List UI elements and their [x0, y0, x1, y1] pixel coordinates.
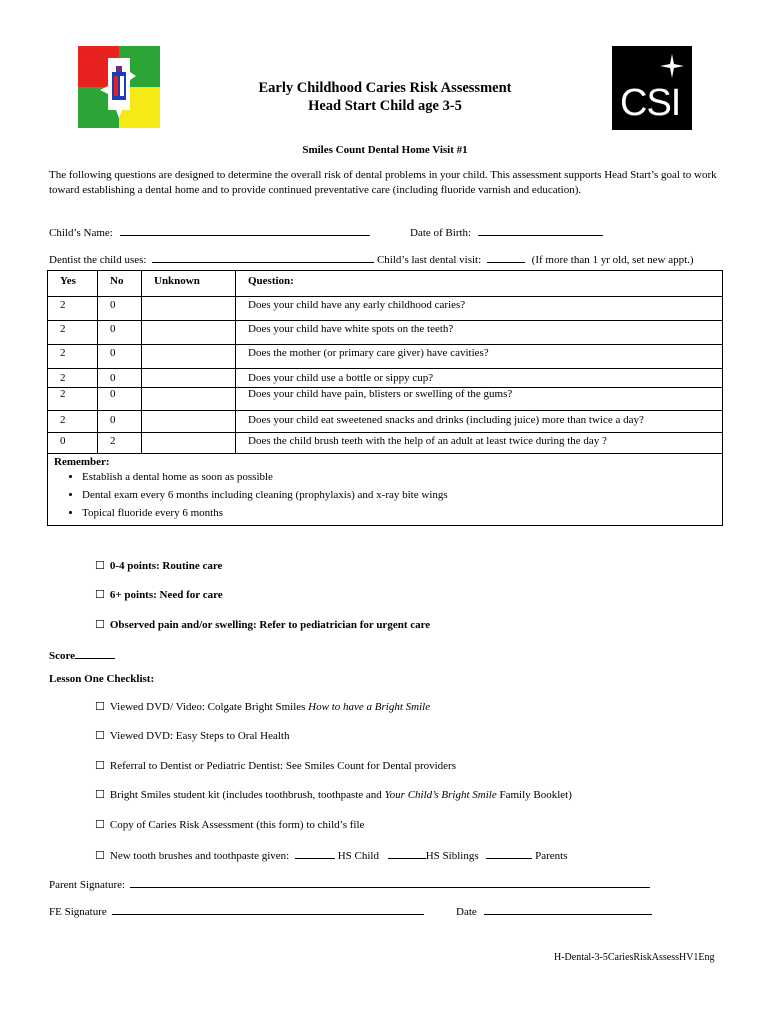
table-row	[48, 297, 723, 321]
row-yes[interactable]: 2	[48, 411, 98, 433]
last-visit-note: (If more than 1 yr old, set new appt.)	[531, 254, 694, 266]
dentist-label: Dentist the child uses:	[49, 254, 147, 266]
header-question: Question:	[236, 271, 723, 297]
checklist-item-dvd-colgate[interactable]	[95, 700, 430, 713]
intro-paragraph: The following questions are designed to determine the overall risk of dental problems in your child. This assessment supports Head Start’s goal to work toward establishing a dental home and to provide continued preventative care (including fluoride varnish and education).	[49, 169, 717, 196]
score-label: Score	[49, 650, 76, 662]
table-row	[48, 321, 723, 345]
visit-label: Smiles Count Dental Home Visit #1	[302, 144, 468, 156]
checkbox-icon[interactable]: ☐	[95, 559, 105, 572]
checklist-label: Copy of Caries Risk Assessment (this form) to child’s file	[109, 819, 365, 831]
list-item: • Establish a dental home as soon as possible	[82, 468, 722, 486]
row-yes[interactable]: 2	[48, 388, 98, 411]
row-question: Does your child use a bottle or sippy cup?	[236, 369, 723, 388]
list-item: • Dental exam every 6 months including cleaning (prophylaxis) and x-ray bite wings	[82, 486, 722, 504]
checklist-label: Viewed DVD: Easy Steps to Oral Health	[109, 730, 290, 742]
parents-label: Parents	[535, 850, 568, 862]
option-urgent-care[interactable]	[95, 618, 430, 631]
checklist-label: Bright Smiles student kit (includes toothbrush, toothpaste and	[109, 789, 385, 801]
date-label: Date	[456, 906, 477, 918]
row-question: Does your child have any early childhood caries?	[236, 297, 723, 321]
row-unknown[interactable]	[142, 411, 236, 433]
checkbox-icon[interactable]: ☐	[95, 700, 105, 713]
checkbox-icon[interactable]: ☐	[95, 818, 105, 831]
row-question: Does your child have white spots on the teeth?	[236, 321, 723, 345]
checklist-label-suffix: Family Booklet)	[496, 789, 572, 801]
remember-list	[54, 468, 722, 522]
csi-logo-text: CSI	[620, 82, 681, 124]
row-no[interactable]: 2	[98, 433, 142, 454]
checklist-label-italic: How to have a Bright Smile	[308, 701, 431, 713]
last-visit-label: Child’s last dental visit:	[376, 254, 482, 266]
checklist-item-copy-form[interactable]	[95, 818, 364, 831]
row-no[interactable]: 0	[98, 369, 142, 388]
checkbox-icon[interactable]: ☐	[95, 729, 105, 742]
checklist-label: Viewed DVD/ Video: Colgate Bright Smiles	[109, 701, 309, 713]
checklist-label: Referral to Dentist or Pediatric Dentist: See Smiles Count for Dental providers	[109, 760, 456, 772]
risk-table	[47, 270, 723, 526]
option-label: Observed pain and/or swelling: Refer to pediatrician for urgent care	[109, 619, 431, 631]
list-item: • Topical fluoride every 6 months	[82, 504, 722, 522]
checklist-item-student-kit[interactable]	[95, 788, 572, 801]
row-yes[interactable]: 2	[48, 369, 98, 388]
row-unknown[interactable]	[142, 433, 236, 454]
fe-signature-label: FE Signature	[49, 906, 107, 918]
hs-child-label: HS Child	[337, 850, 379, 862]
row-question: Does your child eat sweetened snacks and drinks (including juice) more than twice a day?	[236, 411, 723, 433]
option-routine-care[interactable]	[95, 559, 222, 572]
hs-siblings-count[interactable]	[388, 847, 426, 859]
table-row	[48, 433, 723, 454]
row-unknown[interactable]	[142, 345, 236, 369]
child-name-label: Child’s Name:	[49, 227, 113, 239]
checklist-label: New tooth brushes and toothpaste given:	[109, 850, 290, 862]
row-question: Does the child brush teeth with the help of an adult at least twice during the day ?	[236, 433, 723, 454]
header-no: No	[98, 271, 142, 297]
lesson-title: Lesson One Checklist:	[49, 673, 155, 685]
date-field[interactable]	[456, 903, 652, 918]
row-yes[interactable]: 2	[48, 345, 98, 369]
remember-cell	[48, 454, 723, 526]
checklist-item-dvd-oral-health[interactable]	[95, 729, 289, 742]
page-title: Early Childhood Caries Risk Assessment	[258, 80, 512, 96]
row-question: Does your child have pain, blisters or swelling of the gums?	[236, 388, 723, 411]
row-no[interactable]: 0	[98, 297, 142, 321]
row-no[interactable]: 0	[98, 321, 142, 345]
checkbox-icon[interactable]: ☐	[95, 618, 105, 631]
checkbox-icon[interactable]: ☐	[95, 788, 105, 801]
hs-siblings-label: HS Siblings	[425, 850, 479, 862]
parents-count[interactable]	[486, 847, 532, 859]
remember-label: Remember:	[54, 456, 110, 468]
footer-code: H-Dental-3-5CariesRiskAssessHV1Eng	[554, 952, 715, 963]
star-icon	[660, 54, 684, 78]
table-row	[48, 369, 723, 388]
table-row	[48, 388, 723, 411]
checklist-item-referral[interactable]	[95, 759, 456, 772]
row-yes[interactable]: 2	[48, 321, 98, 345]
row-no[interactable]: 0	[98, 345, 142, 369]
table-row	[48, 345, 723, 369]
parent-signature-label: Parent Signature:	[49, 879, 126, 891]
header-unknown: Unknown	[142, 271, 236, 297]
checkbox-icon[interactable]: ☐	[95, 588, 105, 601]
option-label: 6+ points: Need for care	[109, 589, 223, 601]
remember-row	[48, 454, 723, 526]
row-yes[interactable]: 0	[48, 433, 98, 454]
dob-field[interactable]	[410, 224, 603, 239]
header-yes: Yes	[48, 271, 98, 297]
row-question: Does the mother (or primary care giver) have cavities?	[236, 345, 723, 369]
row-unknown[interactable]	[142, 321, 236, 345]
row-unknown[interactable]	[142, 369, 236, 388]
row-unknown[interactable]	[142, 388, 236, 411]
row-no[interactable]: 0	[98, 388, 142, 411]
checkbox-icon[interactable]: ☐	[95, 759, 105, 772]
row-no[interactable]: 0	[98, 411, 142, 433]
checkbox-icon[interactable]: ☐	[95, 849, 105, 862]
dob-label: Date of Birth:	[410, 227, 472, 239]
parent-signature-field[interactable]	[49, 876, 650, 891]
page-subtitle: Head Start Child age 3-5	[308, 98, 462, 114]
child-name-field[interactable]	[49, 224, 370, 239]
fe-signature-field[interactable]	[49, 903, 424, 918]
hs-child-count[interactable]	[295, 847, 335, 859]
option-need-for-care[interactable]	[95, 588, 223, 601]
option-label: 0-4 points: Routine care	[109, 560, 223, 572]
checklist-label-italic: Your Child’s Bright Smile	[384, 789, 497, 801]
dentist-field[interactable]	[49, 251, 694, 266]
checklist-item-toothbrushes[interactable]	[95, 847, 568, 862]
table-row	[48, 411, 723, 433]
row-unknown[interactable]	[142, 297, 236, 321]
score-field[interactable]	[49, 647, 115, 662]
row-yes[interactable]: 2	[48, 297, 98, 321]
table-header-row	[48, 271, 723, 297]
